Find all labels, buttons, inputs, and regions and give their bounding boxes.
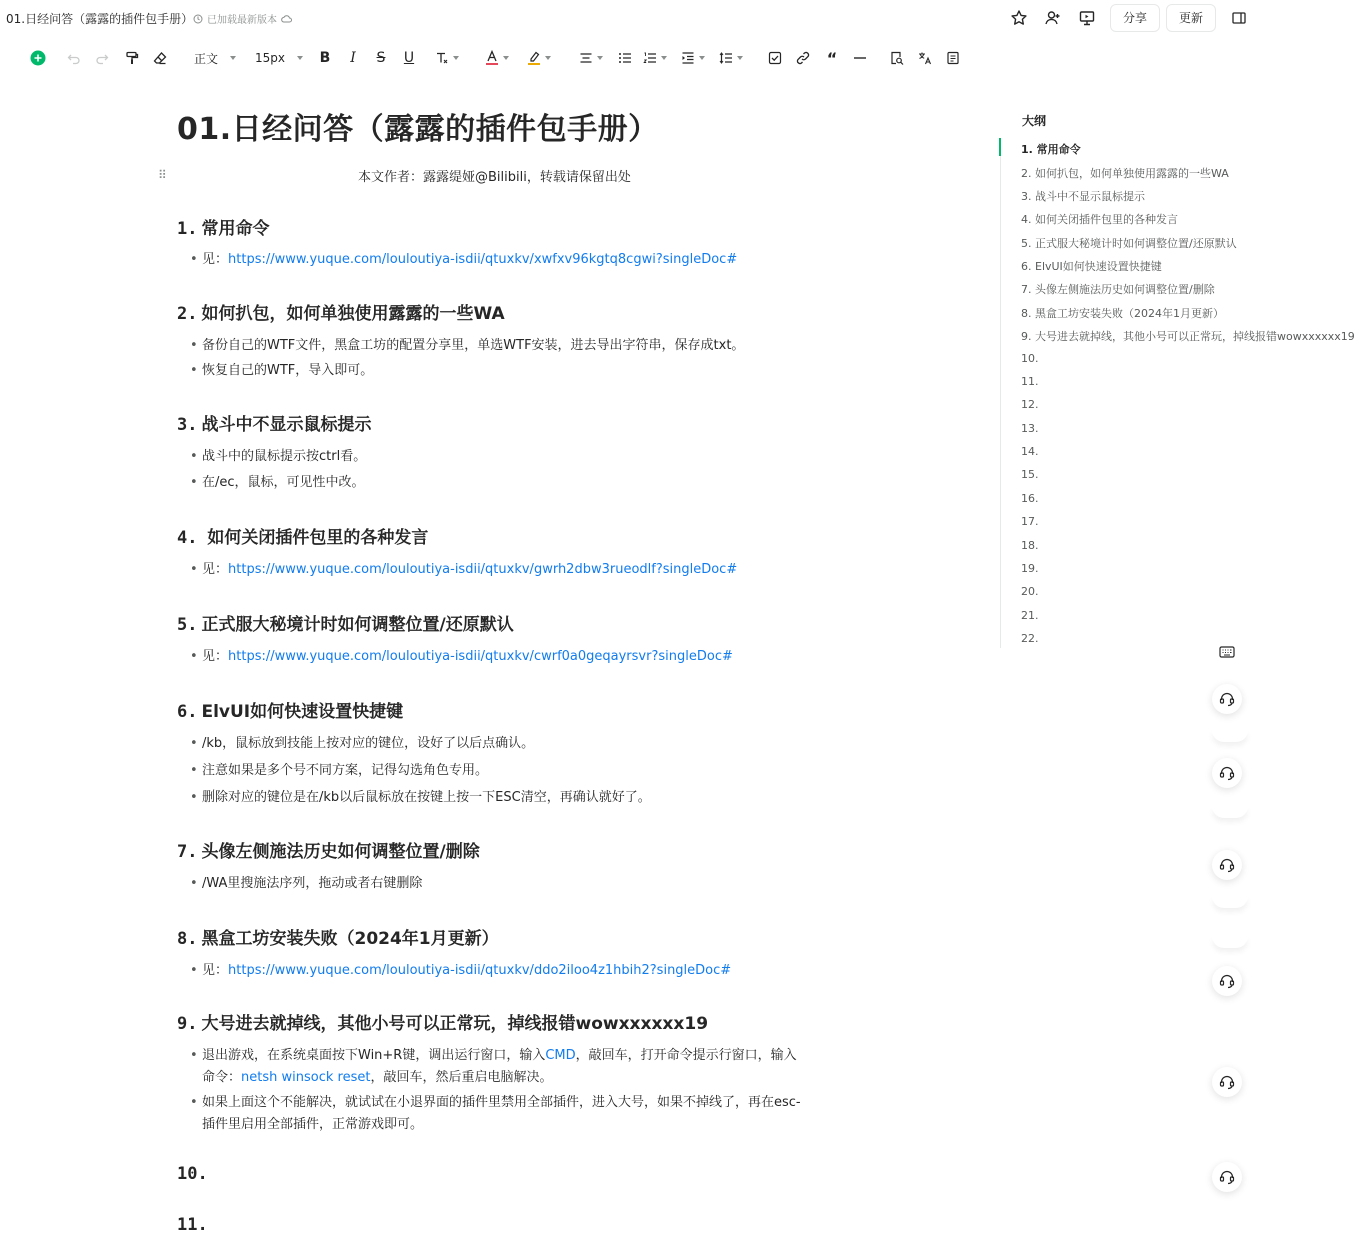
outline-item[interactable]: 21. <box>1021 609 1039 622</box>
numbered-list-icon <box>643 51 657 65</box>
doc-link[interactable]: https://www.yuque.com/louloutiya-isdii/qtuxkv/xwfxv96kgtq8cgwi?singleDoc# <box>228 252 738 267</box>
link-button[interactable] <box>794 44 812 72</box>
inline-code-link[interactable]: CMD <box>545 1048 576 1063</box>
save-status <box>193 11 291 26</box>
bullet-list-button[interactable] <box>616 44 634 72</box>
outline-active-indicator <box>999 138 1001 156</box>
template-button[interactable] <box>944 44 962 72</box>
section-number: 4. <box>177 528 198 548</box>
clear-format-button[interactable] <box>150 44 170 72</box>
list-item-text: 删除对应的键位是在/kb以后鼠标放在按键上按一下ESC清空，再确认就好了。 <box>202 790 651 805</box>
section-title: 黑盒工坊安装失败（2024年1月更新） <box>201 929 499 949</box>
present-icon[interactable] <box>1070 4 1104 32</box>
outline-item[interactable]: 5. 正式服大秘境计时如何调整位置/还原默认 <box>1021 237 1237 250</box>
section-heading[interactable] <box>177 1009 708 1034</box>
history-icon <box>193 14 203 24</box>
list-item[interactable] <box>190 472 365 494</box>
floating-shadow <box>1212 806 1248 818</box>
align-button[interactable] <box>576 44 606 72</box>
outline-item[interactable]: 8. 黑盒工坊安装失败（2024年1月更新） <box>1021 307 1224 320</box>
doc-link[interactable]: https://www.yuque.com/louloutiya-isdii/qtuxkv/ddo2iloo4z1hbih2?singleDoc# <box>228 963 732 978</box>
author-line[interactable]: 本文作者：露露缇娅@Bilibili，转载请保留出处 <box>358 170 631 185</box>
italic-icon: I <box>350 50 356 66</box>
insert-button[interactable] <box>28 44 48 72</box>
section-number: 11. <box>177 1215 208 1235</box>
numbered-list-button[interactable] <box>640 44 670 72</box>
section-title: 正式服大秘境计时如何调整位置/还原默认 <box>201 615 514 635</box>
list-item-text: 恢复自己的WTF，导入即可。 <box>202 363 374 378</box>
list-item-text: /WA里搜施法序列，拖动或者右键删除 <box>202 876 423 891</box>
headset-icon <box>1219 1169 1235 1185</box>
update-button[interactable]: 更新 <box>1166 4 1216 32</box>
list-item[interactable] <box>190 559 737 581</box>
bold-icon: B <box>319 50 331 66</box>
section-title: 如何扒包，如何单独使用露露的一些WA <box>201 304 505 324</box>
list-item-prefix: 见： <box>202 562 229 577</box>
highlight-color-button[interactable] <box>524 44 554 72</box>
link-icon <box>796 51 810 65</box>
section-heading[interactable] <box>177 610 514 635</box>
headset-icon <box>1219 857 1235 873</box>
undo-icon <box>67 51 81 65</box>
list-item[interactable] <box>190 646 733 668</box>
list-item-text: 战斗中的鼠标提示按ctrl看。 <box>202 449 367 464</box>
list-item-text: 在/ec，鼠标，可见性中改。 <box>202 475 365 490</box>
quote-button[interactable] <box>823 44 841 72</box>
outline-item[interactable]: 11. <box>1021 375 1039 388</box>
section-title: 头像左侧施法历史如何调整位置/删除 <box>201 842 480 862</box>
font-size-value: 15px <box>255 51 285 65</box>
list-item[interactable] <box>190 960 731 982</box>
translate-icon <box>918 51 932 65</box>
section-number: 6. <box>177 702 198 722</box>
font-color-icon <box>485 50 499 66</box>
list-item-text: 退出游戏，在系统桌面按下Win+R键，调出运行窗口，输入 <box>202 1048 546 1063</box>
outline-item[interactable]: 4. 如何关闭插件包里的各种发言 <box>1021 213 1178 226</box>
inline-code-link[interactable]: netsh winsock reset <box>241 1070 371 1085</box>
indent-button[interactable] <box>678 44 708 72</box>
headset-icon <box>1219 1074 1235 1090</box>
help-button[interactable] <box>1212 850 1242 880</box>
italic-button[interactable] <box>344 44 362 72</box>
text-format-icon <box>435 51 449 65</box>
share-button[interactable]: 分享 <box>1110 4 1160 32</box>
sidebar-toggle-icon[interactable] <box>1222 4 1256 32</box>
line-height-icon <box>719 51 733 65</box>
outline-item[interactable]: 1. 常用命令 <box>1021 143 1081 156</box>
checkbox-icon <box>768 51 782 65</box>
star-icon[interactable] <box>1002 4 1036 32</box>
outline-item[interactable]: 22. <box>1021 632 1039 645</box>
list-item-text: 注意如果是多个号不同方案，记得勾选角色专用。 <box>202 763 489 778</box>
page-title[interactable]: 01.日经问答（露露的插件包手册） <box>177 112 659 147</box>
help-button[interactable] <box>1212 966 1242 996</box>
list-item-text: ，敲回车，然后重启电脑解决。 <box>370 1070 553 1085</box>
outline-title: 大纲 <box>1022 114 1047 128</box>
top-bar <box>0 0 1256 36</box>
section-number: 1. <box>177 219 198 239</box>
format-painter-icon <box>125 51 139 65</box>
bold-button[interactable] <box>316 44 334 72</box>
section-title: 战斗中不显示鼠标提示 <box>201 415 372 435</box>
section-number: 8. <box>177 929 198 949</box>
redo-button[interactable] <box>92 44 112 72</box>
outline-item[interactable]: 10. <box>1021 352 1039 365</box>
section-number: 9. <box>177 1014 198 1034</box>
section-heading[interactable] <box>177 410 371 435</box>
plus-circle-icon <box>30 50 46 66</box>
text-style-select[interactable] <box>190 44 240 72</box>
redo-icon <box>95 51 109 65</box>
headset-icon <box>1219 765 1235 781</box>
section-title: 大号进去就掉线，其他小号可以正常玩，掉线报错wowxxxxxx19 <box>201 1014 709 1034</box>
outline-track <box>1000 138 1001 648</box>
floating-shadow <box>1212 936 1248 948</box>
list-item[interactable] <box>190 335 744 357</box>
doc-link[interactable]: https://www.yuque.com/louloutiya-isdii/qtuxkv/gwrh2dbw3rueodlf?singleDoc# <box>228 562 738 577</box>
find-icon <box>890 51 904 65</box>
section-number: 2. <box>177 304 198 324</box>
outline-item[interactable]: 2. 如何扒包，如何单独使用露露的一些WA <box>1021 167 1229 180</box>
drag-handle-icon[interactable]: ⠿ <box>158 168 167 182</box>
highlighter-icon <box>527 50 541 66</box>
outline-item[interactable]: 6. ElvUI如何快速设置快捷键 <box>1021 260 1162 273</box>
section-heading[interactable] <box>177 299 505 324</box>
outline-item[interactable]: 20. <box>1021 585 1039 598</box>
document-icon <box>946 51 960 65</box>
divider-button[interactable] <box>851 44 869 72</box>
add-collaborator-icon[interactable] <box>1036 4 1070 32</box>
floating-shadow <box>1212 896 1248 908</box>
list-item-prefix: 见： <box>202 649 229 664</box>
list-item[interactable] <box>190 446 366 468</box>
outline-item[interactable]: 15. <box>1021 468 1039 481</box>
outline-item[interactable]: 3. 战斗中不显示鼠标提示 <box>1021 190 1145 203</box>
cloud-icon <box>281 14 291 24</box>
section-title: 如何关闭插件包里的各种发言 <box>201 528 429 548</box>
list-item[interactable] <box>190 733 534 755</box>
editor-toolbar <box>0 44 1000 72</box>
outline-item[interactable]: 17. <box>1021 515 1039 528</box>
undo-button[interactable] <box>64 44 84 72</box>
section-heading[interactable] <box>177 837 480 862</box>
headset-icon <box>1219 691 1235 707</box>
strikethrough-icon: S <box>376 50 386 66</box>
help-button[interactable] <box>1212 684 1242 714</box>
list-item[interactable] <box>190 787 651 809</box>
underline-button[interactable] <box>400 44 418 72</box>
help-button[interactable] <box>1212 1067 1242 1097</box>
list-item-text: ，敲回车，打开命令提示行窗口，输入命令： <box>202 1048 797 1085</box>
bullet-list-icon <box>618 51 632 65</box>
keyboard-icon <box>1219 646 1235 658</box>
list-item-prefix: 见： <box>202 252 229 267</box>
section-number: 3. <box>177 415 198 435</box>
format-painter-button[interactable] <box>122 44 142 72</box>
list-item[interactable] <box>190 760 488 782</box>
section-heading[interactable] <box>177 523 428 548</box>
section-heading[interactable] <box>177 924 499 949</box>
list-item[interactable] <box>190 1092 802 1136</box>
underline-icon: U <box>403 50 415 66</box>
align-center-icon <box>579 51 593 65</box>
task-list-button[interactable] <box>766 44 784 72</box>
document-title-breadcrumb[interactable]: 01.日经问答（露露的插件包手册） <box>6 12 194 26</box>
section-title: 常用命令 <box>201 219 270 239</box>
section-heading[interactable] <box>177 1215 212 1235</box>
floating-shadow <box>1212 730 1248 742</box>
indent-icon <box>681 51 695 65</box>
strikethrough-button[interactable] <box>372 44 390 72</box>
outline-item[interactable]: 9. 大号进去就掉线，其他小号可以正常玩，掉线报错wowxxxxxx19 <box>1021 330 1355 343</box>
keyboard-shortcuts-button[interactable] <box>1212 637 1242 667</box>
save-status-text: 已加载最新版本 <box>207 15 277 26</box>
list-item[interactable] <box>190 873 422 895</box>
outline-item[interactable]: 16. <box>1021 492 1039 505</box>
section-number: 5. <box>177 615 198 635</box>
list-item[interactable] <box>190 1045 802 1089</box>
list-item[interactable] <box>190 360 373 382</box>
outline-item[interactable]: 14. <box>1021 445 1039 458</box>
eraser-icon <box>153 51 167 65</box>
outline-item[interactable]: 19. <box>1021 562 1039 575</box>
section-number: 7. <box>177 842 198 862</box>
horizontal-rule-icon <box>853 51 867 65</box>
more-text-format-button[interactable] <box>430 44 464 72</box>
quote-icon: “ <box>826 48 838 68</box>
line-height-button[interactable] <box>716 44 746 72</box>
section-number: 10. <box>177 1164 208 1184</box>
list-item[interactable] <box>190 249 737 271</box>
translate-button[interactable] <box>916 44 934 72</box>
top-actions <box>1002 4 1256 32</box>
text-style-value: 正文 <box>193 51 218 66</box>
font-size-select[interactable] <box>254 44 304 72</box>
outline-item[interactable]: 7. 头像左侧施法历史如何调整位置/删除 <box>1021 283 1215 296</box>
doc-link[interactable]: https://www.yuque.com/louloutiya-isdii/qtuxkv/cwrf0a0geqayrsvr?singleDoc# <box>228 649 733 664</box>
headset-icon <box>1219 973 1235 989</box>
help-button[interactable] <box>1212 758 1242 788</box>
find-replace-button[interactable] <box>888 44 906 72</box>
outline-item[interactable]: 12. <box>1021 398 1039 411</box>
section-heading[interactable] <box>177 697 403 722</box>
list-item-text: 如果上面这个不能解决，就试试在小退界面的插件里禁用全部插件，进入大号，如果不掉线了，再在esc-插件里启用全部插件，正常游戏即可。 <box>202 1095 801 1132</box>
outline-item[interactable]: 18. <box>1021 539 1039 552</box>
section-title: ElvUI如何快速设置快捷键 <box>201 702 404 722</box>
help-button[interactable] <box>1212 1162 1242 1192</box>
section-heading[interactable] <box>177 1164 212 1184</box>
list-item-text: 备份自己的WTF文件，黑盒工坊的配置分享里，单选WTF安装，进去导出字符串，保存成txt。 <box>202 338 745 353</box>
list-item-prefix: 见： <box>202 963 229 978</box>
section-heading[interactable] <box>177 214 269 239</box>
font-color-button[interactable] <box>482 44 512 72</box>
outline-item[interactable]: 13. <box>1021 422 1039 435</box>
list-item-text: /kb，鼠标放到技能上按对应的键位，设好了以后点确认。 <box>202 736 535 751</box>
